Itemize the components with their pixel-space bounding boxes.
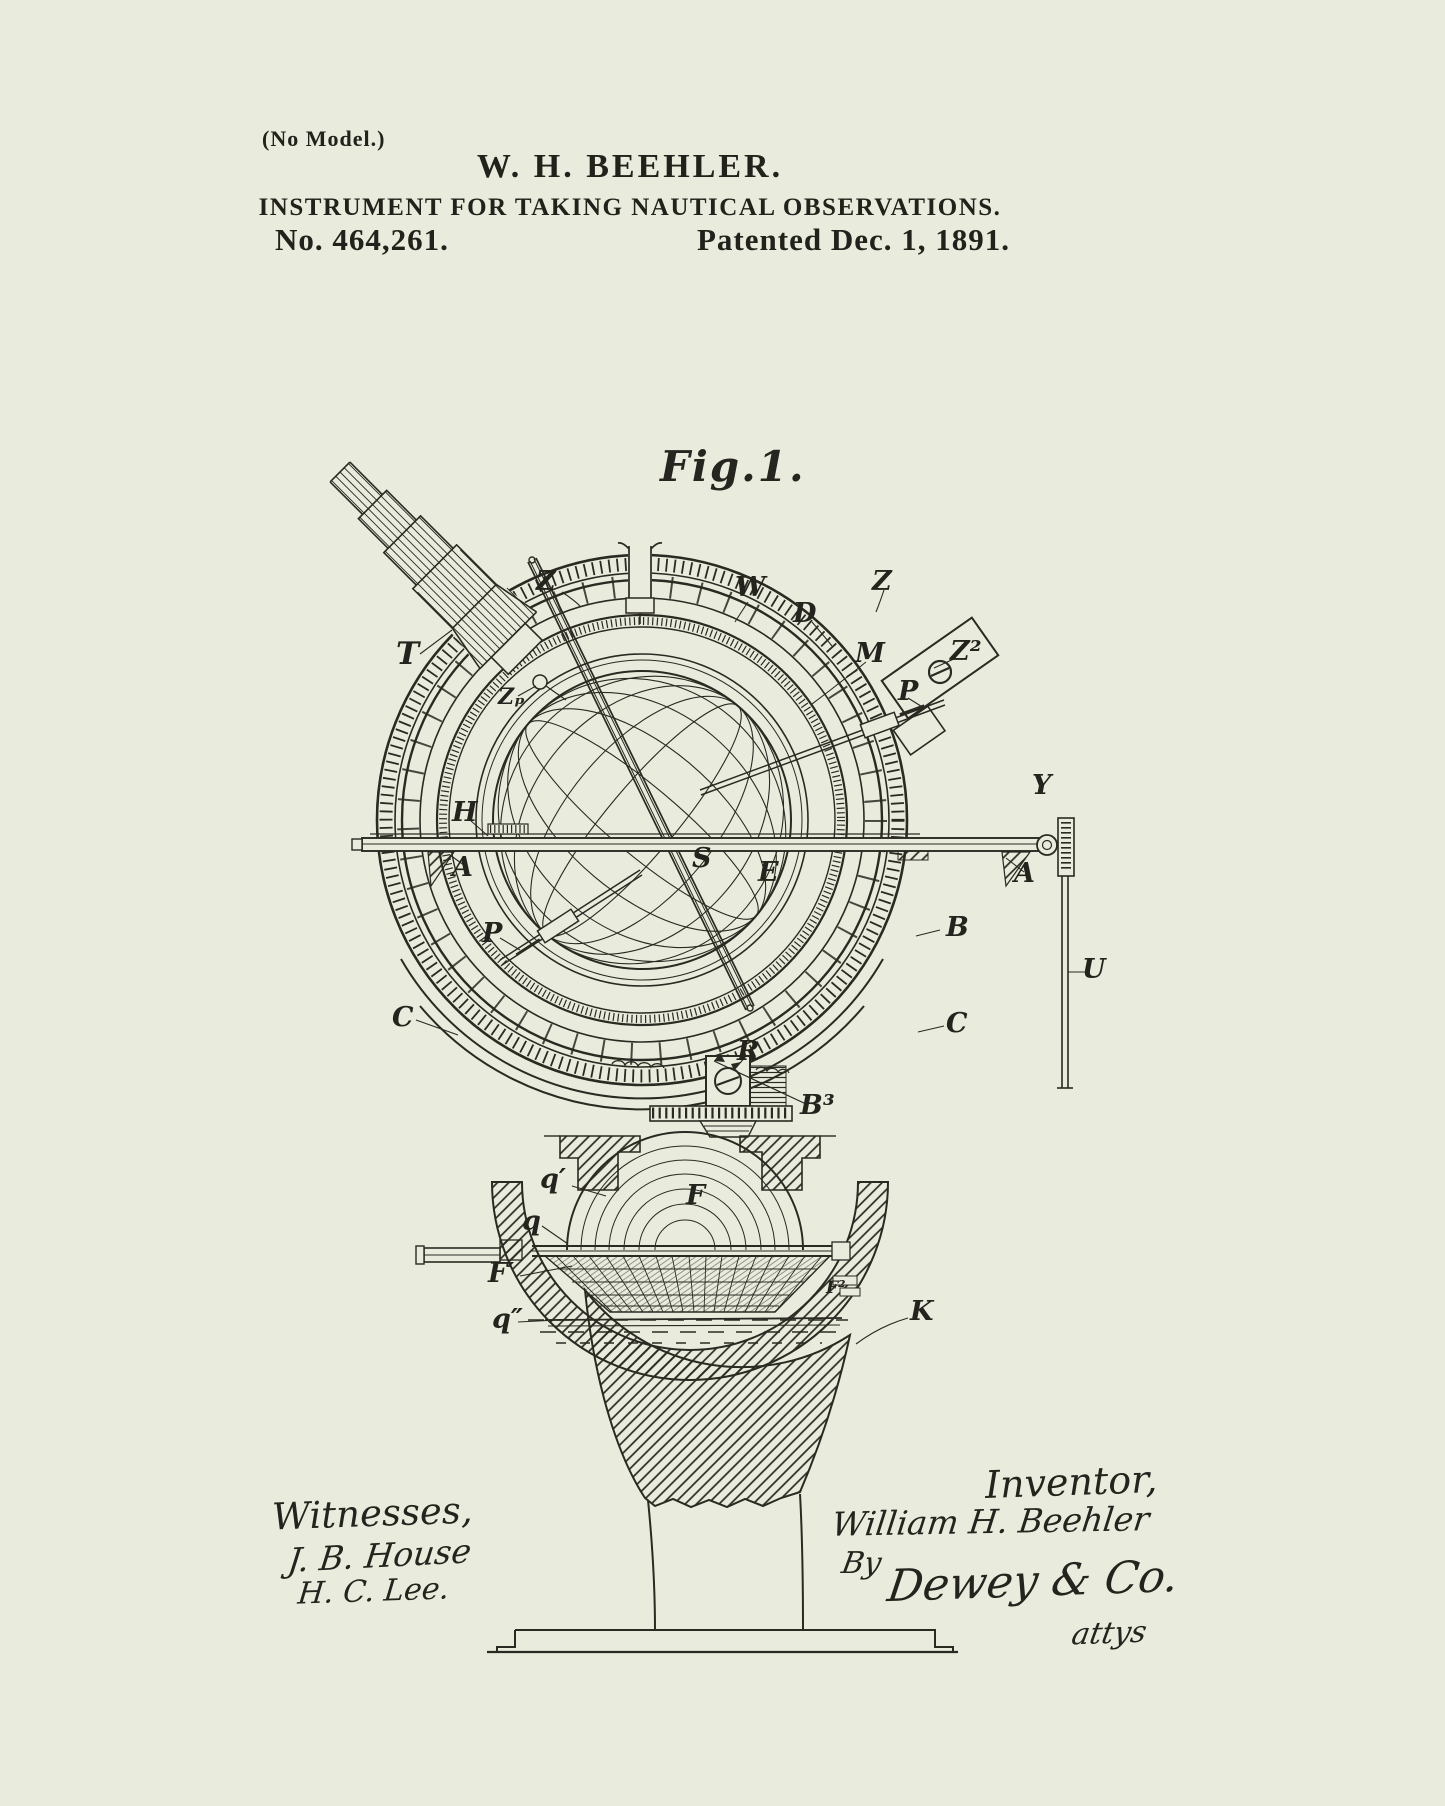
part-label-t: T [396,636,420,672]
part-label-h: H [452,797,478,828]
attorney-suffix: attys [1068,1614,1150,1653]
celestial-globe [432,610,852,1030]
part-label-f2: F² [826,1278,846,1298]
attorney-signature: Dewey & Co. [884,1550,1182,1613]
figure-label: Fig.1. [660,442,806,491]
part-label-f1: F′ [488,1258,515,1289]
part-label-m: M [855,638,885,669]
part-label-q2: q″ [492,1304,523,1335]
part-label-z2: Z² [950,636,982,667]
part-label-y: Y [1032,770,1052,801]
diagonal-sight-bar [528,557,754,1011]
part-label-c-left: C [392,1002,414,1033]
part-label-p-lower: P [482,918,503,949]
part-label-u: U [1082,954,1106,985]
by-label: By [838,1546,885,1581]
part-label-b3: B³ [800,1090,835,1121]
part-label-b: B [946,912,969,943]
part-label-r: R [737,1036,760,1067]
part-label-z-left: Z [536,566,556,597]
part-label-k: K [910,1296,934,1327]
part-label-w: W [735,572,766,603]
part-label-zp: Zₚ [498,684,526,710]
telescope [312,444,554,686]
part-label-p-upper: P [898,676,919,707]
part-label-s: S [692,843,712,874]
witness-signature-1: J. B. House [285,1531,474,1580]
part-label-q1: q′ [540,1164,566,1195]
part-label-c-right: C [946,1008,968,1039]
inventor-heading: Inventor, [984,1457,1158,1507]
bottom-mount [612,1053,806,1137]
part-label-f: F [686,1180,706,1211]
inventor-name-heading: W. H. BEEHLER. [476,148,784,185]
stand-rod-u [1057,818,1074,1088]
part-label-d: D [793,598,817,629]
patent-title: INSTRUMENT FOR TAKING NAUTICAL OBSERVATIONS. [258,194,1002,221]
witnesses-heading: Witnesses, [271,1488,474,1539]
patent-date: Patented Dec. 1, 1891. [697,222,1010,257]
part-label-z-right: Z [872,566,892,597]
patent-number: No. 464,261. [275,222,449,257]
no-model-note: (No Model.) [262,126,386,151]
part-label-a-left: A [452,852,473,883]
inventor-signature: William H. Beehler [829,1499,1152,1544]
part-label-q: q [522,1206,541,1237]
witness-signature-2: H. C. Lee. [296,1571,451,1612]
part-label-a-right: A [1014,858,1035,889]
part-label-e: E [758,857,779,888]
